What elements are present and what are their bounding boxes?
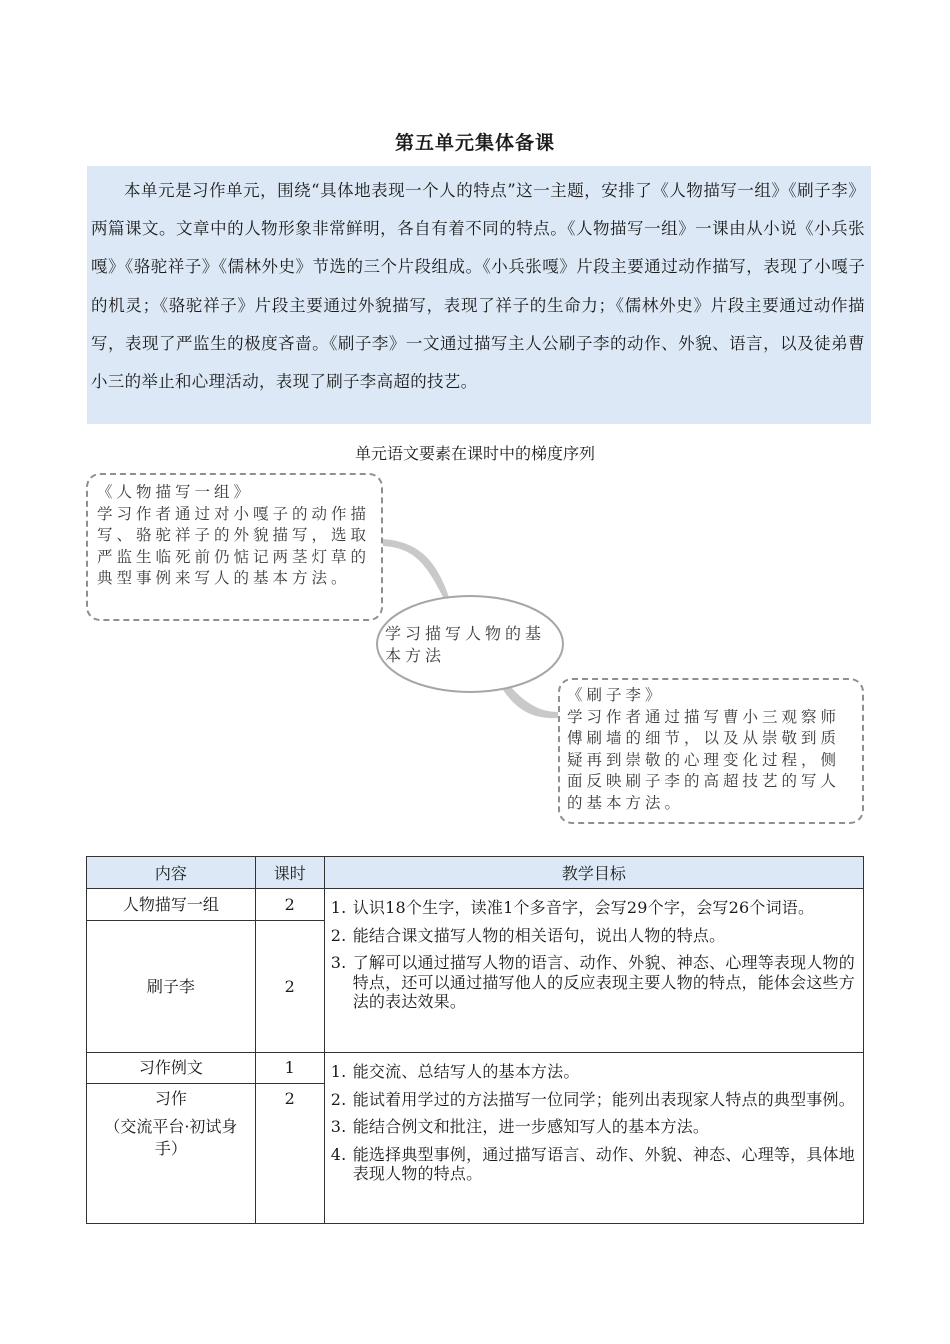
goal-number: 1. xyxy=(330,1062,347,1081)
table-row xyxy=(87,1053,864,1084)
hours-cell: 2 xyxy=(255,889,324,921)
goal-number: 3. xyxy=(330,953,347,972)
goal-number: 2. xyxy=(330,925,347,945)
goal-text: 了解可以通过描写人物的语言、动作、外貌、神态、心理等表现人物的特点，还可以通过描写他人的反应表现主要人物的特点，能体会这些方法的表达效果。 xyxy=(352,953,855,1011)
connector-left xyxy=(383,539,450,600)
bubble-title: 《刷子李》 xyxy=(567,686,665,704)
goal-item xyxy=(331,953,855,1012)
header-hours: 课时 xyxy=(255,857,324,889)
goal-item xyxy=(331,1090,855,1110)
content-main: 习作 xyxy=(154,1089,187,1108)
hours-cell: 1 xyxy=(255,1053,324,1084)
bubble-body: 学习作者通过对小嘎子的动作描写、骆驼祥子的外貌描写，选取严监生临死前仍惦记两茎灯草的典型事例来写人的基本方法。 xyxy=(97,504,371,587)
content-sub: （交流平台·初试身手） xyxy=(104,1117,238,1158)
goal-item xyxy=(331,1117,855,1137)
mindmap-bubble-renwu xyxy=(86,473,383,621)
goal-number: 2. xyxy=(330,1089,347,1109)
content-cell: 人物描写一组 xyxy=(87,889,256,921)
goal-text: 能结合课文描写人物的相关语句，说出人物的特点。 xyxy=(352,925,726,945)
goals-cell xyxy=(324,1053,863,1224)
bubble-body: 学习作者通过描写曹小三观察师傅刷墙的细节，以及从崇敬到质疑再到崇敬的心理变化过程，侧面反映刷子李的高超技艺的写人的基本方法。 xyxy=(567,707,841,812)
bubble-title: 《人物描写一组》 xyxy=(97,483,254,501)
header-goals: 教学目标 xyxy=(324,857,863,889)
goal-item xyxy=(331,926,855,946)
hours-cell: 2 xyxy=(255,1084,324,1224)
goal-number: 4. xyxy=(330,1144,347,1164)
goal-number: 1. xyxy=(330,898,347,917)
teaching-goals-table xyxy=(86,856,864,1224)
mindmap-subtitle: 单元语文要素在课时中的梯度序列 xyxy=(354,444,595,463)
goal-text: 认识18个生字，读准1个多音字，会写29个字，会写26个词语。 xyxy=(352,898,815,917)
hours-cell: 2 xyxy=(255,921,324,1053)
page-title: 第五单元集体备课 xyxy=(394,132,555,154)
mindmap-center-label: 学习描写人物的基本方法 xyxy=(385,624,546,665)
table-header-row xyxy=(87,857,864,889)
table-row xyxy=(87,889,864,921)
content-cell xyxy=(87,1084,256,1224)
mindmap-bubble-shuazili xyxy=(558,678,864,824)
connector-right xyxy=(503,687,558,718)
goal-text: 能试着用学过的方法描写一位同学；能列出表现家人特点的典型事例。 xyxy=(352,1089,855,1109)
goal-item xyxy=(331,898,855,918)
goal-item xyxy=(331,1145,855,1184)
intro-paragraph: 本单元是习作单元，围绕“具体地表现一个人的特点”这一主题，安排了《人物描写一组》《刷子李》两篇课文。文章中的人物形象非常鲜明，各自有着不同的特点。《人物描写一组》一课由从小说《小兵张嘎》《骆驼祥子》《儒林外史》节选的三个片段组成。《小兵张嘎》片段主要通过动作描写，表现了小嘎子的机灵；《骆驼祥子》片段主要通过外貌描写，表现了祥子的生命力；《儒林外史》片段主要通过动作描写，表现了严监生的极度吝啬。《刷子李》一文通过描写主人公刷子李的动作、外貌、语言，以及徒弟曹小三的举止和心理活动，表现了刷子李高超的技艺。 xyxy=(91,181,865,392)
goal-text: 能交流、总结写人的基本方法。 xyxy=(352,1062,580,1081)
goal-text: 能选择典型事例，通过描写语言、动作、外貌、神态、心理等，具体地表现人物的特点。 xyxy=(352,1144,855,1183)
goals-cell xyxy=(324,889,863,1053)
goal-text: 能结合例文和批注，进一步感知写人的基本方法。 xyxy=(352,1117,710,1136)
goal-number: 3. xyxy=(330,1117,347,1136)
content-cell: 刷子李 xyxy=(87,921,256,1053)
header-content: 内容 xyxy=(87,857,256,889)
goal-item xyxy=(331,1062,855,1082)
content-cell: 习作例文 xyxy=(87,1053,256,1084)
